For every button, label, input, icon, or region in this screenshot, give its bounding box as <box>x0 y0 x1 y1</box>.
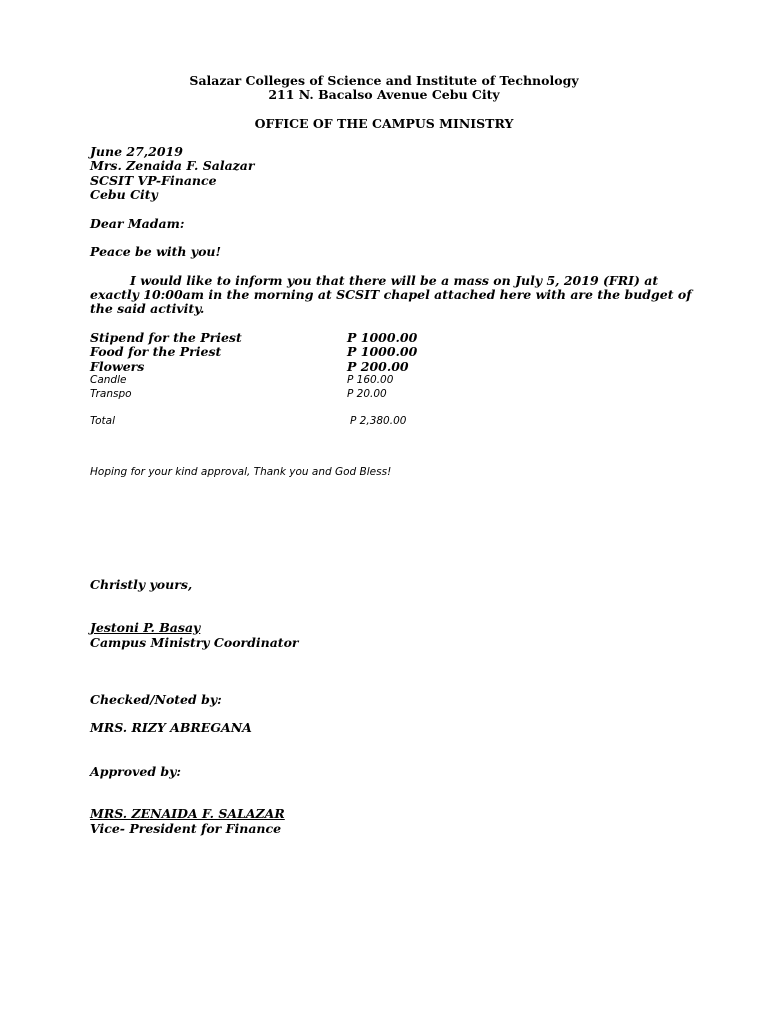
budget-item-label: Food for the Priest <box>90 344 222 359</box>
sender-position: Campus Ministry Coordinator <box>90 635 299 650</box>
institution-name: Salazar Colleges of Science and Institute of Technology <box>189 73 579 88</box>
budget-item-amount: P 1000.00 <box>347 330 418 345</box>
recipient-name: Mrs. Zenaida F. Salazar <box>90 158 255 173</box>
approved-position: Vice- President for Finance <box>90 821 282 836</box>
approved-name: MRS. ZENAIDA F. SALAZAR <box>90 806 285 821</box>
budget-item-amount: P 200.00 <box>347 359 409 374</box>
budget-item-label: Stipend for the Priest <box>90 330 242 345</box>
budget-total-label: Total <box>90 415 116 427</box>
budget-total-amount: P 2,380.00 <box>350 415 407 427</box>
institution-address: 211 N. Bacalso Avenue Cebu City <box>268 87 500 102</box>
greeting: Peace be with you! <box>90 244 221 259</box>
budget-item-label: Flowers <box>90 359 145 374</box>
budget-item-amount: P 160.00 <box>347 374 394 386</box>
recipient-title: SCSIT VP-Finance <box>90 173 217 188</box>
budget-item-label: Transpo <box>90 388 132 400</box>
approved-label: Approved by: <box>90 764 182 779</box>
budget-item-amount: P 20.00 <box>347 388 387 400</box>
salutation: Dear Madam: <box>90 216 185 231</box>
sender-name: Jestoni P. Basay <box>90 620 201 635</box>
checked-name: MRS. RIZY ABREGANA <box>90 720 252 735</box>
letter-date: June 27,2019 <box>90 144 183 159</box>
office-heading: OFFICE OF THE CAMPUS MINISTRY <box>254 116 514 131</box>
checked-label: Checked/Noted by: <box>90 692 222 707</box>
recipient-city: Cebu City <box>90 187 158 202</box>
budget-item-amount: P 1000.00 <box>347 344 418 359</box>
complimentary-close: Christly yours, <box>90 577 193 592</box>
closing-line: Hoping for your kind approval, Thank you and God Bless! <box>90 466 392 478</box>
letter-body: I would like to inform you that there will be a mass on July 5, 2019 (FRI) at exactly 10:00am in the morning at SCSIT chapel attached here with are the budget of the said activity. <box>90 273 692 317</box>
budget-item-label: Candle <box>90 374 127 386</box>
